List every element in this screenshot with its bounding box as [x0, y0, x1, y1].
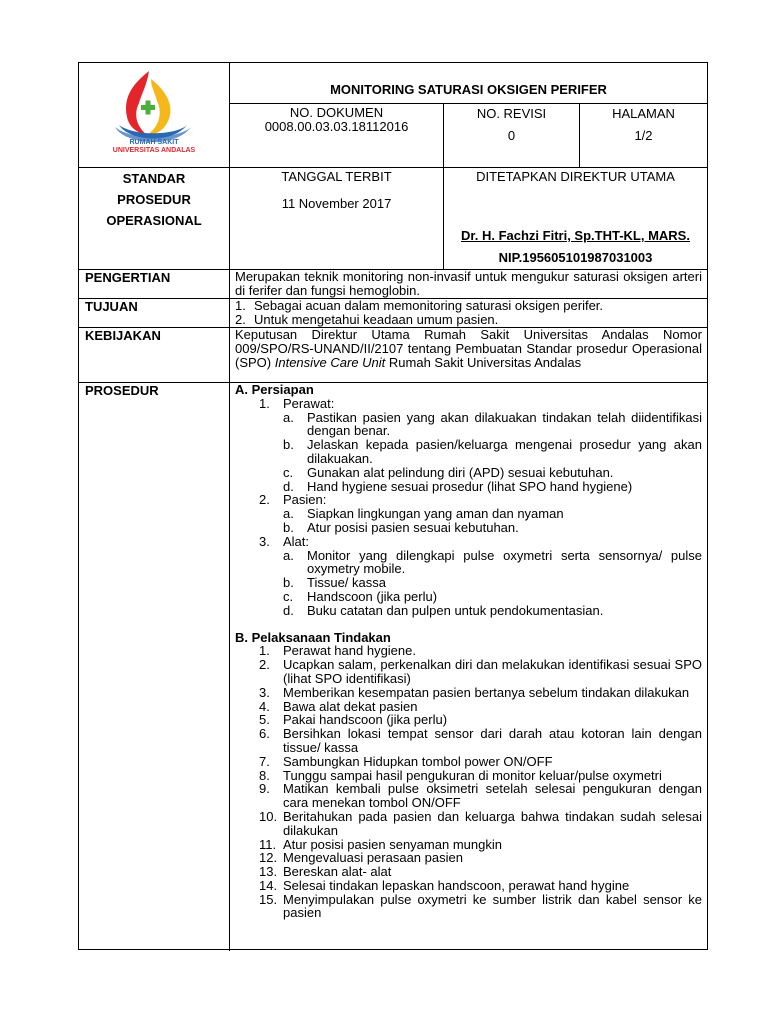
- item-text: Bawa alat dekat pasien: [283, 698, 418, 714]
- item-text: Selesai tindakan lepaskan handscoon, perawat hand hygine: [283, 877, 630, 893]
- logo-text-line1: RUMAH SAKIT: [129, 139, 179, 146]
- group-title: Perawat:: [283, 395, 335, 411]
- list-item: [235, 879, 702, 893]
- list-item: [235, 727, 702, 755]
- no-revisi-value: 0: [507, 128, 516, 143]
- item-text: Ucapkan salam, perkenalkan diri dan melakukan identifikasi sesuai SPO (lihat SPO identifikasi): [283, 657, 702, 686]
- document-title: MONITORING SATURASI OKSIGEN PERIFER: [330, 82, 607, 97]
- prosedur-label: PROSEDUR: [85, 383, 159, 398]
- group-number: 2.: [259, 492, 270, 508]
- item-letter: c.: [283, 464, 294, 480]
- item-text: Siapkan lingkungan yang aman dan nyaman: [307, 506, 564, 522]
- section-b-heading: B. Pelaksanaan Tindakan: [235, 629, 391, 645]
- item-text: Tissue/ kassa: [307, 575, 386, 591]
- list-item: [235, 313, 702, 327]
- list-item: [235, 838, 702, 852]
- spo-line: STANDAR: [122, 171, 186, 186]
- item-number: 10.: [259, 808, 278, 824]
- item-number: 15.: [259, 891, 278, 907]
- item-text: Mengevaluasi perasaan pasien: [283, 850, 463, 866]
- item-text: Untuk mengetahui keadaan umum pasien.: [254, 311, 499, 327]
- pengertian-text: Merupakan teknik monitoring non-invasif untuk mengukur saturasi oksigen arteri di ferifer dan fungsi hemoglobin.: [235, 269, 702, 298]
- item-text: Memberikan kesempatan pasien bertanya sebelum tindakan dilakukan: [283, 684, 690, 700]
- pengertian-label: PENGERTIAN: [85, 270, 171, 285]
- no-dokumen-value: 0008.00.03.03.18112016: [264, 119, 409, 134]
- director-nip: NIP.195605101987031003: [498, 250, 653, 265]
- divider: [229, 269, 230, 951]
- spo-line: PROSEDUR: [117, 192, 191, 207]
- group-pasien: [235, 493, 702, 507]
- ditetapkan: [444, 169, 707, 265]
- sop-document: [78, 62, 708, 950]
- kebijakan-text-part: Rumah Sakit Universitas Andalas: [385, 355, 582, 370]
- item-letter: c.: [283, 588, 294, 604]
- item-number: 9.: [259, 781, 270, 797]
- item-number: 1.: [259, 643, 270, 659]
- flame-logo-icon: [79, 65, 229, 145]
- item-letter: b.: [283, 437, 294, 453]
- item-number: 1.: [235, 298, 246, 313]
- list-item: [235, 769, 702, 783]
- item-text: Handscoon (jika perlu): [307, 588, 438, 604]
- item-letter: b.: [283, 575, 294, 591]
- tanggal-terbit: [230, 169, 443, 211]
- list-item: [235, 644, 702, 658]
- kebijakan-text-italic: Intensive Care Unit: [274, 355, 386, 370]
- item-letter: a.: [283, 547, 294, 563]
- tanggal-value: 11 November 2017: [281, 196, 392, 211]
- list-item: [235, 299, 702, 313]
- item-number: 7.: [259, 753, 270, 769]
- section-b-list: [235, 644, 702, 920]
- group-number: 3.: [259, 533, 270, 549]
- divider: [229, 103, 707, 104]
- item-text: Atur posisi pasien senyaman mungkin: [283, 836, 502, 852]
- item-text: Sebagai acuan dalam memonitoring saturasi oksigen perifer.: [254, 298, 604, 313]
- group-perawat: [235, 397, 702, 411]
- list-item: [235, 411, 702, 439]
- item-number: 3.: [259, 684, 270, 700]
- item-letter: b.: [283, 519, 294, 535]
- list-item: [235, 893, 702, 921]
- item-number: 13.: [259, 864, 278, 880]
- item-text: Perawat hand hygiene.: [283, 643, 416, 659]
- list-item: [235, 549, 702, 577]
- item-text: Atur posisi pasien sesuai kebutuhan.: [307, 519, 519, 535]
- list-item: [235, 782, 702, 810]
- director-name: Dr. H. Fachzi Fitri, Sp.THT-KL, MARS.: [461, 228, 690, 243]
- tujuan-label: TUJUAN: [85, 299, 138, 314]
- prosedur-content: [235, 383, 702, 920]
- item-number: 5.: [259, 712, 270, 728]
- list-item: [235, 521, 702, 535]
- list-item: [235, 438, 702, 466]
- item-text: Matikan kembali pulse oksimetri setelah selesai pengukuran dengan cara menekan tombol ON/OFF: [283, 781, 702, 811]
- kebijakan-label: KEBIJAKAN: [85, 328, 161, 343]
- kebijakan-text-part: Keputusan Direktur Utama Rumah Sakit Universitas Andalas Nomor 009/SPO/RS-UNAND/II/2107 tentang Pembuatan Standar prosedur Operasional (SPO): [235, 327, 702, 370]
- item-number: 12.: [259, 850, 278, 866]
- no-revisi-label: NO. REVISI: [476, 106, 547, 121]
- item-text: Sambungkan Hidupkan tombol power ON/OFF: [283, 753, 553, 769]
- spo-line: OPERASIONAL: [106, 213, 202, 228]
- group-title: Pasien:: [283, 492, 327, 508]
- halaman-value: 1/2: [634, 128, 653, 143]
- item-text: Menyimpulakan pulse oxymetri ke sumber listrik dan kabel sensor ke pasien: [283, 891, 702, 921]
- item-text: Jelaskan kepada pasien/keluarga mengenai prosedur yang akan dilakuakan.: [307, 437, 702, 466]
- item-number: 8.: [259, 767, 270, 783]
- item-letter: d.: [283, 602, 294, 618]
- item-number: 11.: [259, 836, 277, 852]
- list-item: [235, 658, 702, 686]
- item-text: Monitor yang dilengkapi pulse oxymetri serta sensornya/ pulse oxymetry mobile.: [307, 547, 702, 577]
- group-title: Alat:: [283, 533, 310, 549]
- ditetapkan-label: DITETAPKAN DIREKTUR UTAMA: [476, 169, 675, 184]
- list-item: [235, 480, 702, 494]
- no-dokumen: [230, 106, 443, 134]
- item-letter: a.: [283, 506, 294, 522]
- item-text: Gunakan alat pelindung diri (APD) sesuai kebutuhan.: [307, 464, 614, 480]
- item-letter: d.: [283, 478, 294, 494]
- list-item: [235, 713, 702, 727]
- item-text: Tunggu sampai hasil pengukuran di monitor keluar/pulse oxymetri: [283, 767, 662, 783]
- section-a-heading: A. Persiapan: [235, 382, 314, 397]
- tujuan-list: [235, 299, 702, 327]
- list-item: [235, 686, 702, 700]
- item-text: Hand hygiene sesuai prosedur (lihat SPO hand hygiene): [307, 478, 633, 494]
- list-item: [235, 865, 702, 879]
- group-number: 1.: [259, 395, 270, 411]
- no-revisi: [444, 106, 579, 143]
- list-item: [235, 507, 702, 521]
- item-text: Pastikan pasien yang akan dilakuakan tindakan telah diidentifikasi dengan benar.: [307, 409, 702, 439]
- item-text: Bereskan alat- alat: [283, 864, 392, 880]
- list-item: [235, 604, 702, 618]
- hospital-logo: [79, 63, 229, 167]
- item-number: 4.: [259, 698, 270, 714]
- item-number: 14.: [259, 877, 278, 893]
- group-alat: [235, 535, 702, 549]
- item-number: 6.: [259, 726, 270, 742]
- list-item: [235, 590, 702, 604]
- halaman-label: HALAMAN: [612, 106, 675, 121]
- item-letter: a.: [283, 409, 294, 425]
- item-text: Buku catatan dan pulpen untuk pendokumentasian.: [307, 602, 604, 618]
- list-item: [235, 755, 702, 769]
- kebijakan-text: [235, 328, 702, 370]
- list-item: [235, 700, 702, 714]
- spo-label: [79, 167, 229, 231]
- list-item: [235, 851, 702, 865]
- item-text: Pakai handscoon (jika perlu): [283, 712, 448, 728]
- halaman: [580, 106, 707, 143]
- item-text: Beritahukan pada pasien dan keluarga bahwa tindakan sudah selesai dilakukan: [283, 808, 702, 838]
- list-item: [235, 576, 702, 590]
- item-number: 2.: [235, 311, 246, 327]
- list-item: [235, 466, 702, 480]
- tanggal-label: TANGGAL TERBIT: [281, 169, 392, 184]
- no-dokumen-label: NO. DOKUMEN: [289, 105, 384, 120]
- logo-text-line2: UNIVERSITAS ANDALAS: [112, 147, 196, 154]
- item-number: 2.: [259, 657, 270, 673]
- list-item: [235, 810, 702, 838]
- item-text: Bersihkan lokasi tempat sensor dari darah atau kotoran lain dengan tissue/ kassa: [283, 726, 702, 755]
